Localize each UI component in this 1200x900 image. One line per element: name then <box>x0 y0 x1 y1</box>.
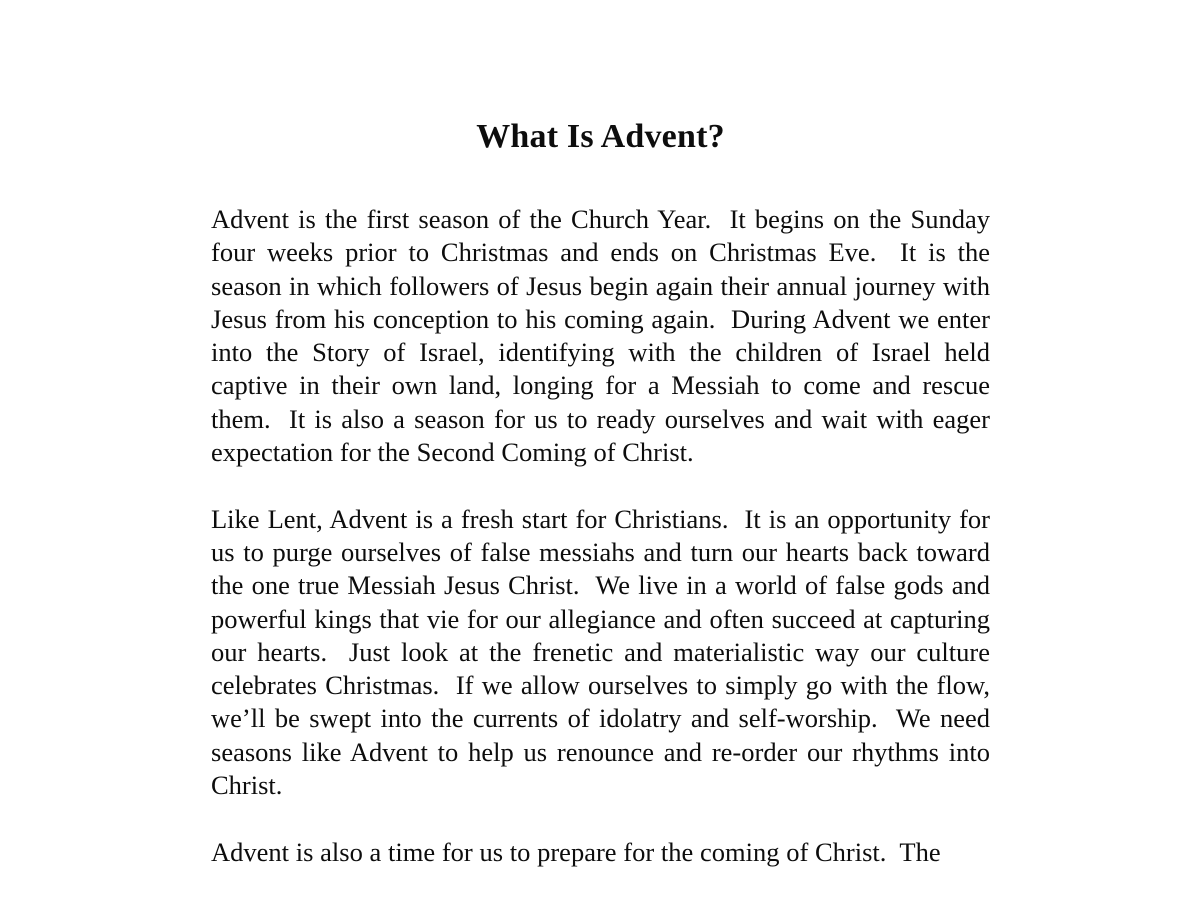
paragraph-1: Advent is the first season of the Church Year. It begins on the Sunday four weeks prior to Christmas and ends on Christmas Eve. It is the season in which followers of Jesus begin again their annual journey with Jesus from his conception to his coming again. During Advent we enter into the Story of Israel, identifying with the children of Israel held captive in their own land, longing for a Messiah to come and rescue them. It is also a season for us to ready ourselves and wait with eager expectation for the Second Coming of Christ. <box>211 204 997 468</box>
paragraph-2: Like Lent, Advent is a fresh start for Christians. It is an opportunity for us to purge ourselves of false messiahs and turn our hearts back toward the one true Messiah Jesus Christ. We live in a world of false gods and powerful kings that vie for our allegiance and often succeed at capturing our hearts. Just look at the frenetic and materialistic way our culture celebrates Christmas. If we allow ourselves to simply go with the flow, we’ll be swept into the currents of idolatry and self-worship. We need seasons like Advent to help us renounce and re-order our rhythms into Christ. <box>211 503 997 801</box>
page-title: What Is Advent? <box>476 118 725 155</box>
paragraph-3: Advent is also a time for us to prepare for the coming of Christ. The <box>211 836 941 867</box>
document-text-column <box>211 0 997 869</box>
